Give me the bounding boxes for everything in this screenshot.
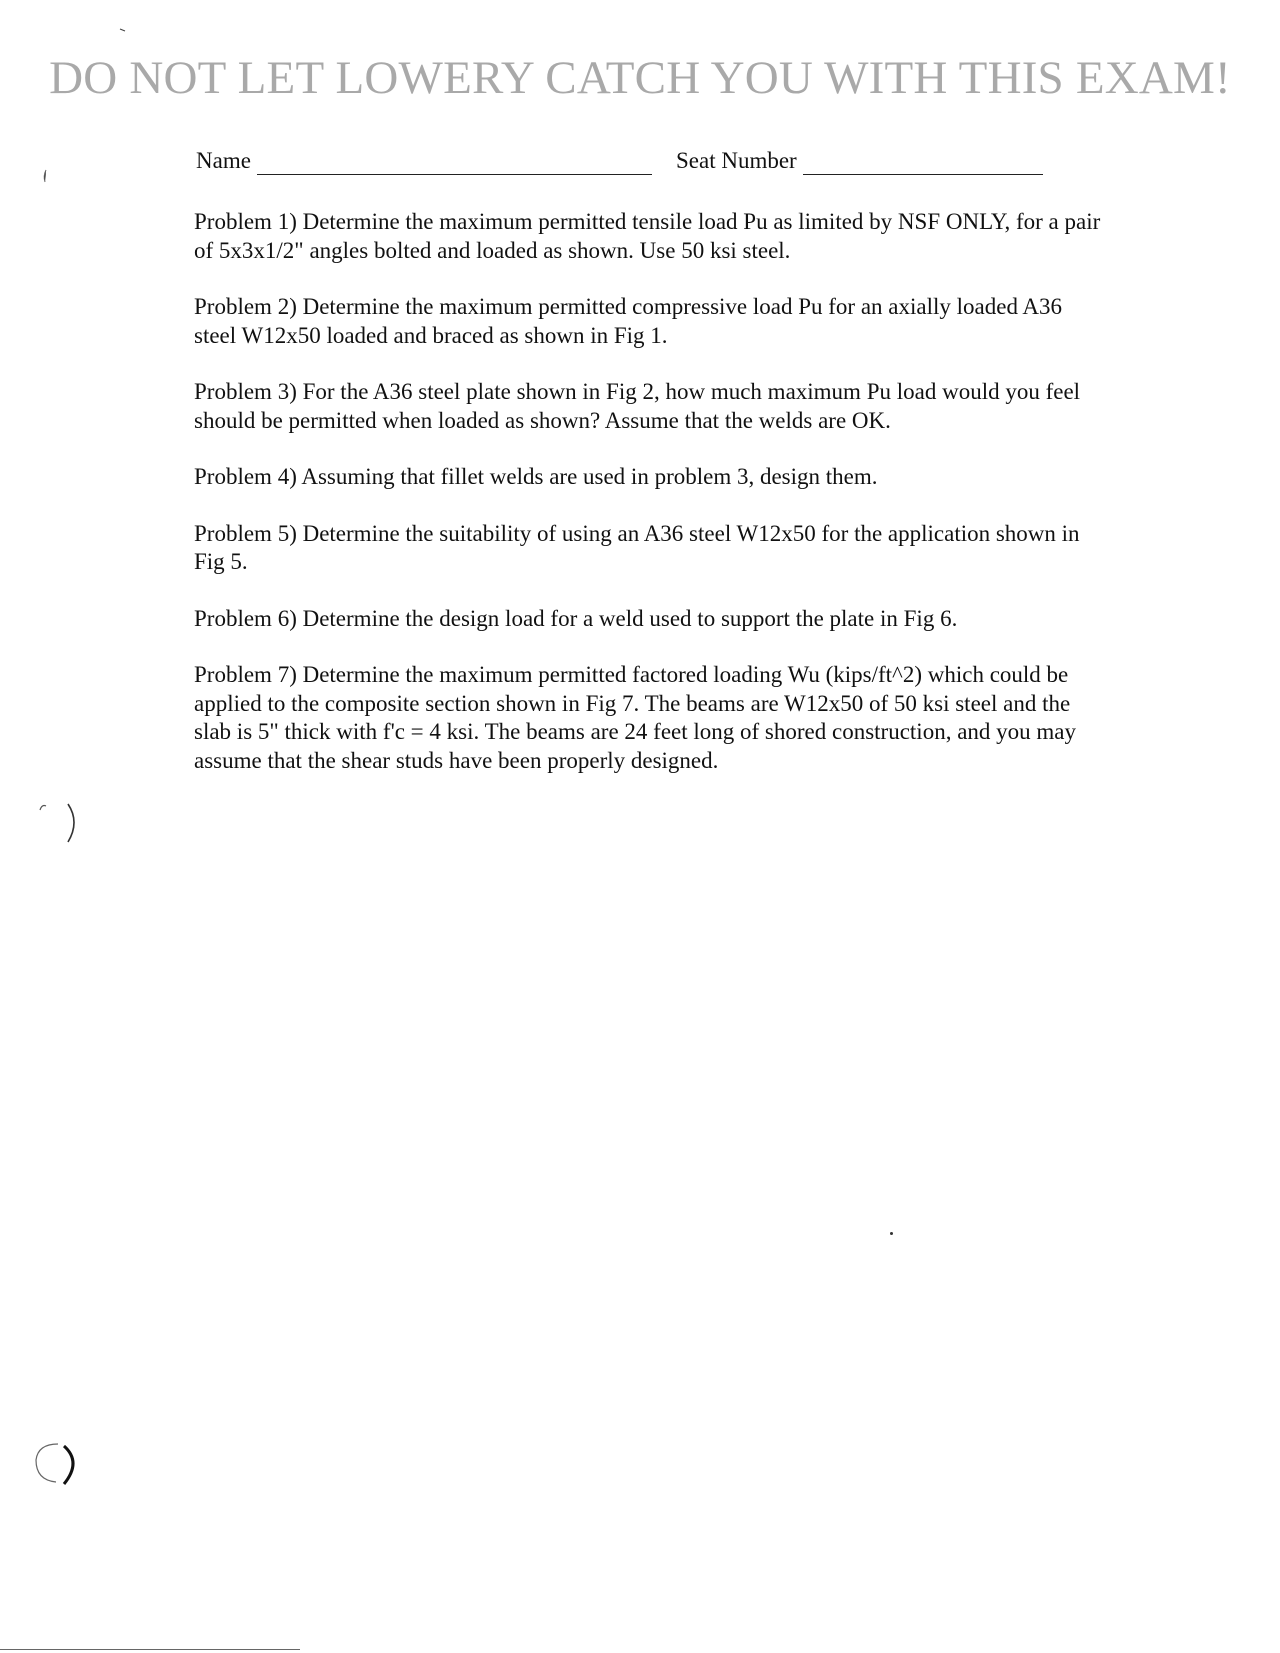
problem-6: Problem 6) Determine the design load for a weld used to support the plate in Fig 6. bbox=[194, 605, 958, 631]
seat-number-label: Seat Number bbox=[676, 148, 797, 173]
problem-4: Problem 4) Assuming that fillet welds are used in problem 3, design them. bbox=[194, 464, 878, 489]
binder-hole-mark-bottom bbox=[30, 1440, 86, 1490]
exam-banner: DO NOT LET LOWERY CATCH YOU WITH THIS EXAM! bbox=[49, 52, 1231, 104]
problem-7: Problem 7) Determine the maximum permitted factored loading Wu (kips/ft^2) which could be applied to the composite section shown in Fig 7. The beams are W12x50 of 50 ksi steel and the slab is 5" thick with f'c = 4 ksi. The beams are 24 feet long of shored construction, and you may assume that the shear studs have been properly designed. bbox=[194, 662, 1076, 773]
seat-number-field bbox=[676, 147, 1043, 175]
name-field bbox=[196, 147, 652, 175]
problem-1: Problem 1) Determine the maximum permitted tensile load Pu as limited by NSF ONLY, for a pair of 5x3x1/2" angles bolted and loaded as shown. Use 50 ksi steel. bbox=[194, 209, 1101, 263]
name-blank-line bbox=[257, 152, 652, 175]
name-label: Name bbox=[196, 148, 251, 173]
binder-hole-mark-middle bbox=[38, 800, 78, 846]
problem-2: Problem 2) Determine the maximum permitted compressive load Pu for an axially loaded A36 steel W12x50 loaded and braced as shown in Fig 1. bbox=[194, 294, 1063, 348]
problem-list bbox=[194, 208, 1104, 803]
speck-left-edge bbox=[40, 168, 50, 186]
problem-3: Problem 3) For the A36 steel plate shown in Fig 2, how much maximum Pu load would you feel should be permitted when loaded as shown? Assume that the welds are OK. bbox=[194, 379, 1081, 433]
seat-number-blank-line bbox=[803, 152, 1043, 175]
problem-5: Problem 5) Determine the suitability of using an A36 steel W12x50 for the application shown in Fig 5. bbox=[194, 520, 1080, 574]
scan-bottom-edge bbox=[0, 1649, 300, 1650]
student-info-fields bbox=[196, 147, 1056, 181]
speck-center-dot bbox=[890, 1232, 893, 1235]
speck-top-left bbox=[118, 26, 130, 34]
